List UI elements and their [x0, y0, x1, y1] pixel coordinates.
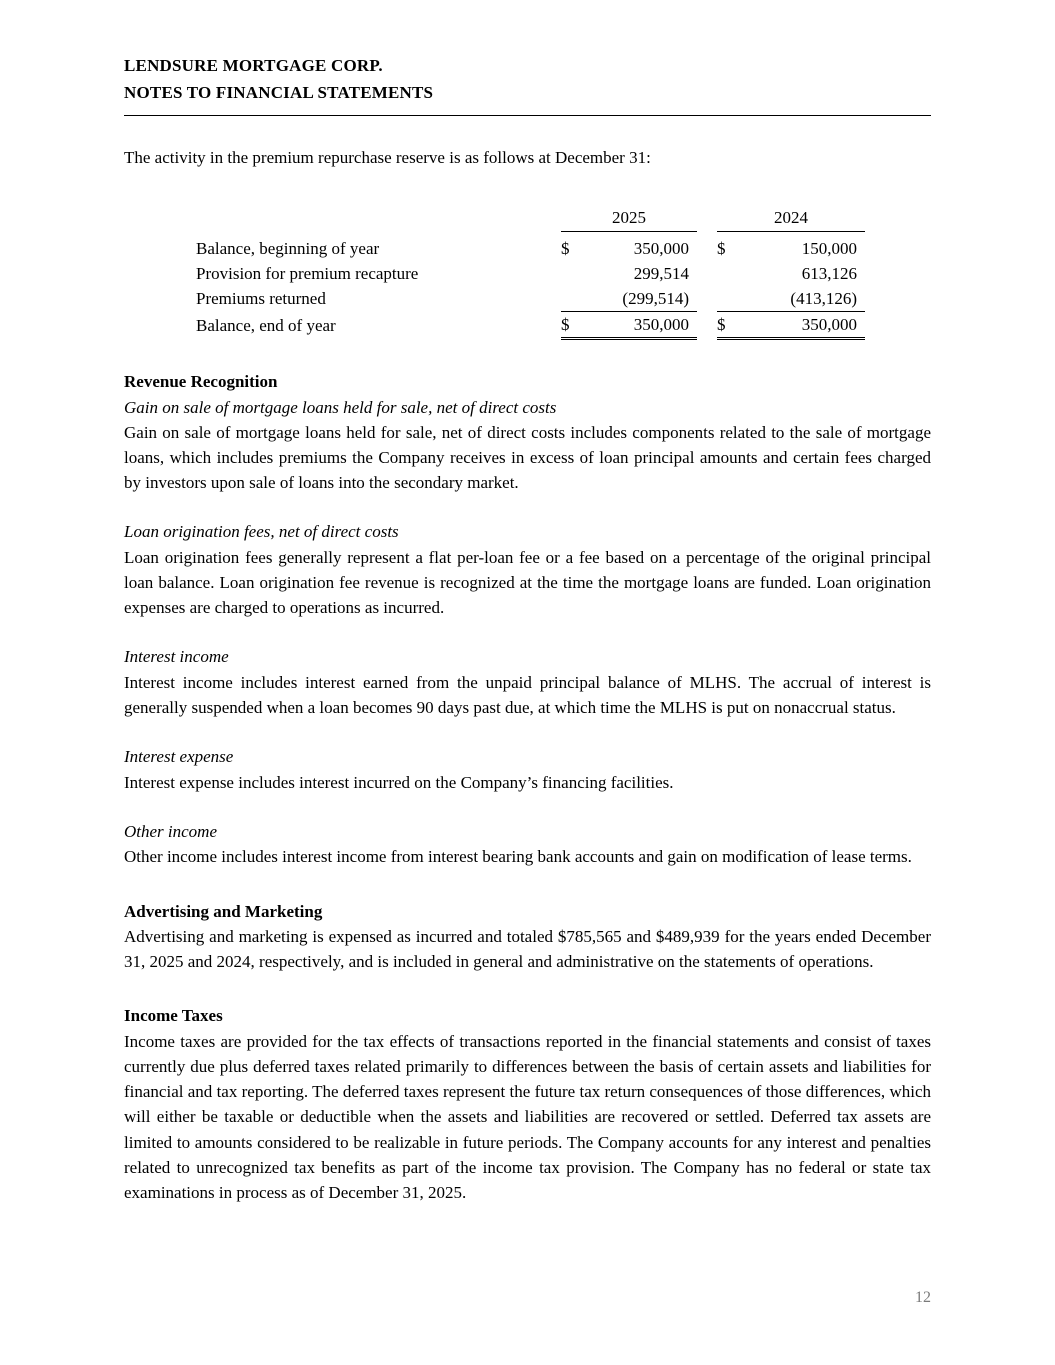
- paragraph: Loan origination fees generally represent a flat per-loan fee or a fee based on a percentage of the original principal loan balance. Loan origination fee revenue is recognized at the time the mortgage loans are funded. Loan origination expenses are charged to operations as incurred.: [124, 547, 931, 618]
- intro-text: The activity in the premium repurchase reserve is as follows at December 31:: [124, 148, 651, 168]
- paragraph: Interest income includes interest earned from the unpaid principal balance of MLHS. The accrual of interest is generally suspended when a loan becomes 90 days past due, at which time the MLHS is put on nonaccrual status.: [124, 672, 931, 718]
- table-row: [196, 286, 865, 312]
- row-label: Provision for premium recapture: [196, 263, 419, 283]
- section-heading: Revenue Recognition: [124, 372, 278, 392]
- value-2025: 350,000: [633, 238, 689, 258]
- currency-sign: [561, 261, 581, 286]
- section-income-taxes: [124, 1003, 931, 1205]
- column-gap: [697, 205, 717, 231]
- column-gap: [697, 231, 717, 261]
- subsection-heading: Gain on sale of mortgage loans held for sale, net of direct costs: [124, 397, 557, 417]
- section-heading: Advertising and Marketing: [124, 901, 323, 921]
- table-row-total: [196, 312, 865, 339]
- subsection-heading: Interest income: [124, 647, 229, 667]
- subsection: [124, 519, 931, 620]
- column-gap: [697, 312, 717, 339]
- value-2025: 350,000: [581, 312, 697, 339]
- row-label: Premiums returned: [196, 289, 326, 309]
- column-header-2024: 2024: [717, 205, 865, 231]
- table-row: [196, 231, 865, 261]
- subsection: [124, 924, 931, 974]
- value-2024: 613,126: [801, 263, 857, 283]
- subsection: [124, 644, 931, 720]
- subsection: [124, 819, 931, 870]
- subsection: [124, 1029, 931, 1205]
- section-revenue-recognition: [124, 369, 931, 870]
- value-2024: 350,000: [737, 312, 865, 339]
- currency-sign: [561, 286, 581, 312]
- subsection-heading: Interest expense: [124, 747, 234, 767]
- page-number: 12: [915, 1289, 931, 1306]
- currency-sign: [717, 286, 737, 312]
- subsection-heading: Loan origination fees, net of direct costs: [124, 522, 399, 542]
- paragraph: Interest expense includes interest incurred on the Company’s financing facilities.: [124, 772, 674, 792]
- column-gap: [697, 286, 717, 312]
- header-spacer: [196, 205, 561, 231]
- currency-sign: $: [717, 312, 737, 339]
- row-label: Balance, beginning of year: [196, 238, 380, 258]
- subsection: [124, 395, 931, 496]
- currency-sign: $: [561, 312, 581, 339]
- value-2024: (413,126): [737, 286, 865, 312]
- value-2024: 150,000: [801, 238, 857, 258]
- currency-sign: $: [561, 238, 570, 258]
- column-header-2025: 2025: [561, 205, 697, 231]
- paragraph: Income taxes are provided for the tax effects of transactions reported in the financial statements and consist of taxes currently due plus deferred taxes related primarily to differences between the basis of certain assets and liabilities for financial and tax reporting. The deferred taxes represent the future tax return consequences of those differences, which will either be taxable or deductible when the assets and liabilities are recovered or settled. Deferred tax assets are limited to amounts considered to be realizable in future periods. The Company accounts for any interest and penalties related to unrecognized tax benefits as part of the income tax provision. The Company has no federal or state tax examinations in process as of December 31, 2025.: [124, 1031, 931, 1202]
- section-heading: Income Taxes: [124, 1006, 223, 1026]
- currency-sign: [717, 261, 737, 286]
- paragraph: Gain on sale of mortgage loans held for sale, net of direct costs includes components related to the sale of mortgage loans, which includes premiums the Company receives in excess of loan principal amounts and certain fees charged by investors upon sale of loans into the secondary market.: [124, 423, 931, 493]
- subsection: [124, 744, 931, 795]
- subsection-heading: Other income: [124, 821, 218, 841]
- value-2025: 299,514: [633, 263, 689, 283]
- table-header-row: [196, 205, 865, 231]
- paragraph: Other income includes interest income from interest bearing bank accounts and gain on modification of lease terms.: [124, 847, 912, 867]
- table-row: [196, 261, 865, 286]
- premium-repurchase-reserve-table: [196, 205, 865, 340]
- header-rule: [124, 115, 931, 116]
- column-gap: [697, 261, 717, 286]
- company-name: LENDSURE MORTGAGE CORP.: [124, 56, 383, 75]
- document-title: NOTES TO FINANCIAL STATEMENTS: [124, 83, 434, 103]
- value-2025: (299,514): [581, 286, 697, 312]
- row-label: Balance, end of year: [196, 316, 336, 336]
- currency-sign: $: [717, 238, 726, 258]
- document-header: [124, 52, 931, 116]
- paragraph: Advertising and marketing is expensed as incurred and totaled $785,565 and $489,939 for the years ended December 31, 2025 and 2024, respectively, and is included in general and administrative on the statements of operations.: [124, 927, 931, 972]
- section-advertising-and-marketing: [124, 899, 931, 975]
